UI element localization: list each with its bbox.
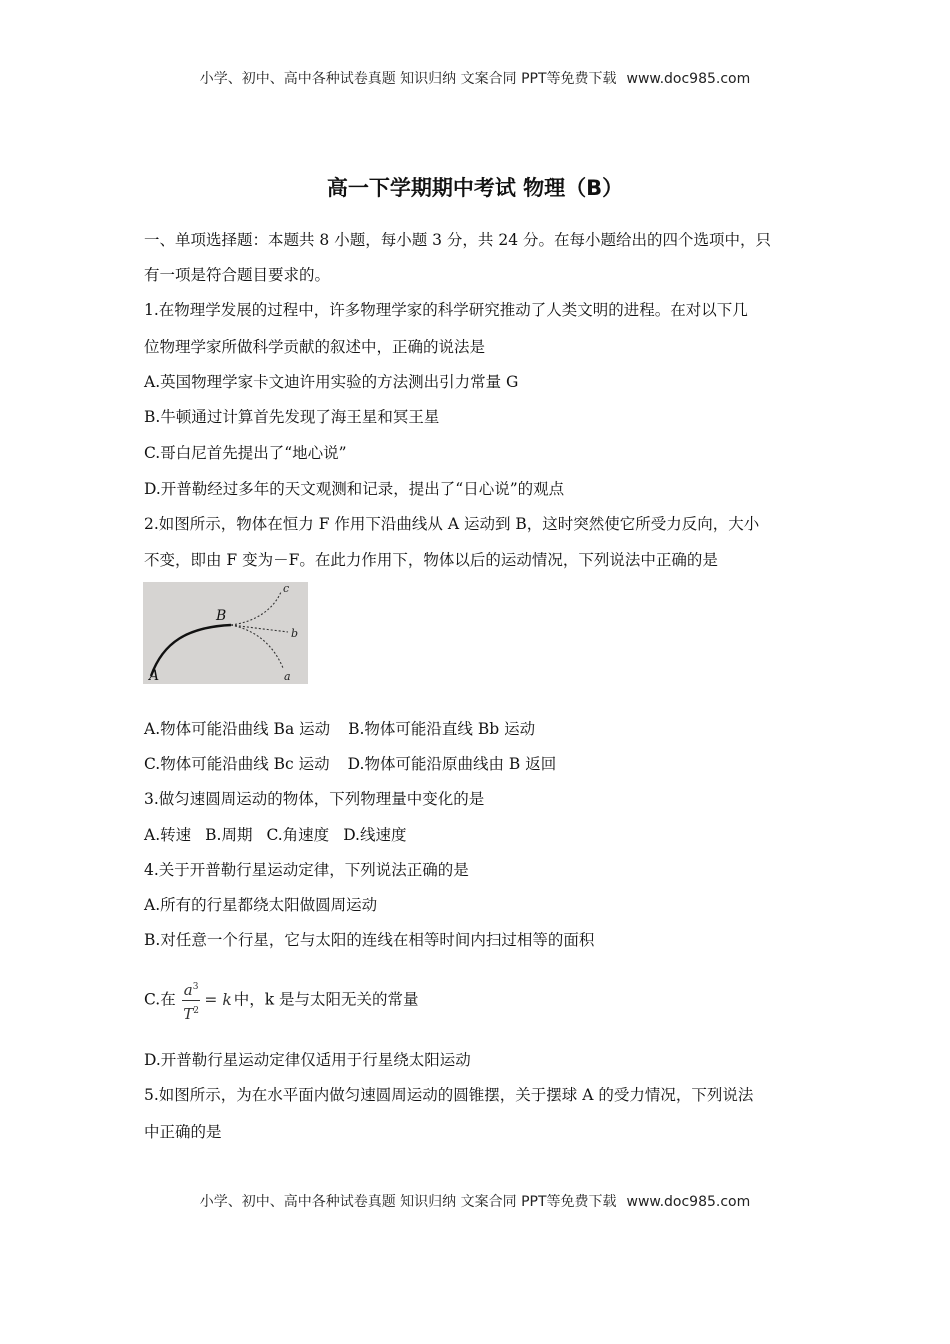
- q4-option-c-pre: C.在: [144, 990, 176, 1009]
- q2-stem-line1: 2.如图所示，物体在恒力 F 作用下沿曲线从 A 运动到 B，这时突然使它所受力反向，大小: [144, 515, 760, 533]
- q2-option-c: C.物体可能沿曲线 Bc 运动: [144, 755, 330, 773]
- q3-options: [144, 825, 407, 845]
- page-footer: [0, 1191, 950, 1211]
- q4-option-d: D.开普勒行星运动定律仅适用于行星绕太阳运动: [144, 1051, 471, 1069]
- q2-option-d: D.物体可能沿原曲线由 B 返回: [347, 755, 557, 773]
- q4-option-c: [144, 977, 419, 1024]
- footer-text: 小学、初中、高中各种试卷真题 知识归纳 文案合同 PPT等免费下载: [199, 1194, 617, 1210]
- q3-option-a: A.转速: [144, 826, 192, 844]
- formula-denominator-exp: 2: [193, 1006, 199, 1016]
- figure-background: [143, 582, 308, 684]
- q1-option-a: A.英国物理学家卡文迪许用实验的方法测出引力常量 G: [144, 373, 519, 391]
- q2-options-row1: [144, 719, 535, 739]
- q2-options-row2: [144, 754, 556, 774]
- section1-line1: 一、单项选择题：本题共 8 小题，每小题 3 分，共 24 分。在每小题给出的四个选项中，只: [144, 231, 772, 249]
- label-b: b: [291, 627, 299, 640]
- q3-option-c: C.角速度: [266, 826, 330, 844]
- q1-option-d: D.开普勒经过多年的天文观测和记录，提出了“日心说”的观点: [144, 480, 565, 498]
- footer-url[interactable]: www.doc985.com: [626, 1194, 751, 1210]
- formula-equals-k: = k: [204, 990, 232, 1009]
- q2-option-b: B.物体可能沿直线 Bb 运动: [348, 720, 536, 738]
- label-b-point: B: [216, 608, 227, 624]
- q1-option-b: B.牛顿通过计算首先发现了海王星和冥王星: [144, 408, 440, 426]
- q4-stem: 4.关于开普勒行星运动定律，下列说法正确的是: [144, 861, 469, 879]
- q1-stem-line1: 1.在物理学发展的过程中，许多物理学家的科学研究推动了人类文明的进程。在对以下几: [144, 301, 748, 319]
- q2-figure: [143, 582, 308, 684]
- header-url[interactable]: www.doc985.com: [626, 71, 751, 87]
- header-text: 小学、初中、高中各种试卷真题 知识归纳 文案合同 PPT等免费下载: [199, 71, 617, 87]
- formula-denominator: T: [183, 1005, 194, 1023]
- q3-stem: 3.做匀速圆周运动的物体，下列物理量中变化的是: [144, 790, 485, 808]
- q4-option-a: A.所有的行星都绕太阳做圆周运动: [144, 896, 378, 914]
- q1-option-c: C.哥白尼首先提出了“地心说”: [144, 444, 347, 462]
- formula-numerator: a: [183, 981, 193, 999]
- page-header: [0, 68, 950, 88]
- q5-stem-line1: 5.如图所示，为在水平面内做匀速圆周运动的圆锥摆，关于摆球 A 的受力情况，下列说法: [144, 1086, 754, 1104]
- section1-line2: 有一项是符合题目要求的。: [144, 266, 331, 284]
- q3-option-d: D.线速度: [343, 826, 407, 844]
- label-c: c: [283, 582, 290, 595]
- q4-option-c-post: 中，k 是与太阳无关的常量: [233, 990, 419, 1009]
- q3-option-b: B.周期: [205, 826, 253, 844]
- formula-numerator-exp: 3: [192, 982, 199, 992]
- kepler-formula-fraction: [182, 977, 201, 1024]
- label-a: a: [284, 670, 291, 683]
- q2-stem-line2: 不变，即由 F 变为－F。在此力作用下，物体以后的运动情况，下列说法中正确的是: [144, 551, 718, 569]
- page-title: 高一下学期期中考试 物理（B）: [326, 176, 624, 200]
- q2-option-a: A.物体可能沿曲线 Ba 运动: [144, 720, 331, 738]
- label-a-point: A: [149, 668, 160, 684]
- q5-stem-line2: 中正确的是: [144, 1123, 222, 1141]
- q4-option-b: B.对任意一个行星，它与太阳的连线在相等时间内扫过相等的面积: [144, 931, 595, 949]
- q1-stem-line2: 位物理学家所做科学贡献的叙述中，正确的说法是: [144, 338, 486, 356]
